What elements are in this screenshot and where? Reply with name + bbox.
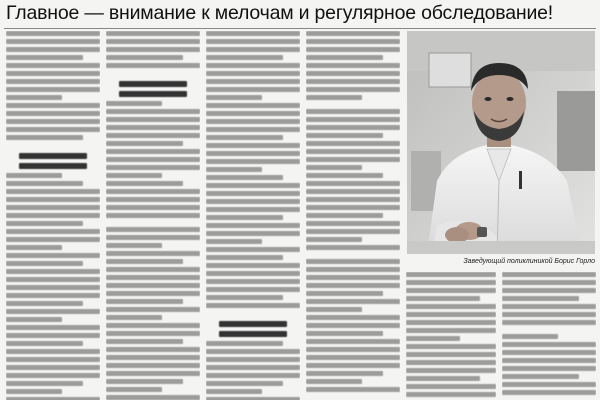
text-line <box>306 31 400 36</box>
text-line <box>106 243 162 248</box>
text-line <box>406 344 496 349</box>
text-line <box>6 269 100 274</box>
text-line <box>206 255 283 260</box>
text-line <box>206 79 300 84</box>
text-line <box>6 301 83 306</box>
text-line <box>306 331 383 336</box>
text-line <box>106 109 200 114</box>
text-column-4 <box>306 31 400 400</box>
photo-caption: Заведующий поликлиникой Борис Горло <box>463 258 595 265</box>
text-line <box>206 279 300 284</box>
text-line <box>106 275 200 280</box>
text-line <box>502 366 596 371</box>
text-line <box>106 267 200 272</box>
text-line <box>106 63 200 68</box>
text-line <box>6 119 100 124</box>
text-line <box>6 317 62 322</box>
text-line <box>6 87 100 92</box>
text-line <box>206 39 300 44</box>
text-line <box>106 205 200 210</box>
text-line <box>6 349 100 354</box>
text-line <box>306 47 400 52</box>
text-line <box>502 350 596 355</box>
text-line <box>306 117 400 122</box>
text-line <box>406 336 460 341</box>
text-line <box>406 328 496 333</box>
text-line <box>6 55 83 60</box>
text-line <box>306 71 400 76</box>
text-line <box>502 280 596 285</box>
text-line <box>106 299 183 304</box>
text-line <box>206 349 300 354</box>
text-line <box>306 259 400 264</box>
text-line <box>106 387 162 392</box>
text-line <box>6 189 100 194</box>
text-line <box>6 229 100 234</box>
text-line <box>6 47 100 52</box>
text-line <box>6 79 100 84</box>
text-line <box>206 63 300 68</box>
text-line <box>502 312 596 317</box>
text-line <box>106 31 200 36</box>
text-line <box>206 247 300 252</box>
text-line <box>6 389 62 394</box>
text-line <box>106 283 200 288</box>
text-line <box>502 334 558 339</box>
text-line <box>6 135 83 140</box>
text-line <box>106 363 200 368</box>
text-line <box>406 392 496 397</box>
text-line <box>406 384 496 389</box>
text-line <box>306 205 400 210</box>
text-line <box>206 389 262 394</box>
text-line <box>206 143 300 148</box>
text-line <box>206 239 262 244</box>
text-line <box>106 197 200 202</box>
text-line <box>306 275 400 280</box>
subheading-line <box>119 81 187 87</box>
text-line <box>206 373 300 378</box>
text-line <box>206 95 262 100</box>
text-line <box>306 229 400 234</box>
text-line <box>406 288 496 293</box>
text-column-5 <box>406 272 496 400</box>
text-column-2 <box>106 31 200 400</box>
text-line <box>502 382 596 387</box>
text-line <box>106 379 183 384</box>
text-line <box>306 79 400 84</box>
text-line <box>206 207 300 212</box>
text-line <box>106 55 183 60</box>
text-line <box>206 167 262 172</box>
text-line <box>306 339 400 344</box>
text-line <box>206 71 300 76</box>
text-line <box>6 111 100 116</box>
text-line <box>6 245 62 250</box>
text-line <box>206 47 300 52</box>
text-line <box>6 31 100 36</box>
text-line <box>106 125 200 130</box>
text-line <box>306 355 400 360</box>
subheading-line <box>19 163 87 169</box>
text-line <box>206 55 283 60</box>
text-line <box>502 296 579 301</box>
text-line <box>502 390 596 395</box>
text-line <box>206 381 283 386</box>
text-line <box>206 303 300 308</box>
text-line <box>106 235 200 240</box>
text-line <box>306 299 400 304</box>
text-line <box>206 215 283 220</box>
text-line <box>406 296 480 301</box>
text-line <box>106 133 200 138</box>
text-line <box>6 63 100 68</box>
text-line <box>6 197 100 202</box>
text-line <box>306 133 383 138</box>
text-line <box>106 227 200 232</box>
text-line <box>6 127 100 132</box>
text-line <box>306 109 400 114</box>
text-line <box>306 291 383 296</box>
text-line <box>306 125 400 130</box>
text-line <box>6 341 83 346</box>
text-line <box>206 271 300 276</box>
text-line <box>206 103 300 108</box>
text-line <box>106 347 200 352</box>
text-line <box>6 277 100 282</box>
text-line <box>502 358 596 363</box>
text-line <box>406 376 480 381</box>
text-line <box>306 283 400 288</box>
text-line <box>206 199 300 204</box>
text-line <box>306 181 400 186</box>
text-line <box>306 141 400 146</box>
text-line <box>306 245 400 250</box>
text-line <box>206 341 283 346</box>
text-line <box>306 347 400 352</box>
text-line <box>306 189 400 194</box>
text-line <box>106 181 183 186</box>
text-line <box>306 307 362 312</box>
text-line <box>306 165 362 170</box>
text-line <box>106 307 200 312</box>
text-line <box>306 95 362 100</box>
text-line <box>306 371 383 376</box>
text-line <box>306 221 400 226</box>
text-line <box>6 293 100 298</box>
text-line <box>6 205 100 210</box>
text-line <box>206 87 300 92</box>
text-line <box>206 159 300 164</box>
text-line <box>406 312 496 317</box>
text-line <box>6 325 100 330</box>
text-line <box>106 117 200 122</box>
subheading-line <box>119 91 187 97</box>
subheading-line <box>19 153 87 159</box>
text-line <box>106 315 162 320</box>
text-line <box>206 151 300 156</box>
text-line <box>6 285 100 290</box>
subheading-line <box>219 331 287 337</box>
text-line <box>306 157 400 162</box>
text-column-6 <box>502 272 596 400</box>
text-column-3 <box>206 31 300 400</box>
subheading-line <box>219 321 287 327</box>
text-line <box>6 181 83 186</box>
text-line <box>306 323 400 328</box>
text-line <box>306 55 383 60</box>
text-line <box>502 272 596 277</box>
text-line <box>6 261 83 266</box>
text-line <box>106 331 200 336</box>
text-line <box>406 320 496 325</box>
article-headline: Главное — внимание к мелочам и регулярное обследование! <box>6 2 553 24</box>
text-line <box>206 31 300 36</box>
text-line <box>206 119 300 124</box>
text-line <box>306 197 400 202</box>
text-line <box>6 357 100 362</box>
text-line <box>106 339 183 344</box>
text-line <box>306 363 400 368</box>
text-line <box>406 368 496 373</box>
text-line <box>106 101 162 106</box>
text-line <box>106 213 200 218</box>
text-line <box>6 103 100 108</box>
text-line <box>106 173 162 178</box>
text-line <box>106 47 200 52</box>
text-line <box>306 63 400 68</box>
text-line <box>206 357 300 362</box>
text-line <box>106 251 200 256</box>
text-line <box>106 165 200 170</box>
text-line <box>306 213 383 218</box>
text-line <box>6 365 100 370</box>
text-line <box>306 149 400 154</box>
text-line <box>306 267 400 272</box>
text-line <box>6 173 62 178</box>
text-line <box>106 259 183 264</box>
text-line <box>502 342 596 347</box>
text-line <box>502 288 596 293</box>
text-line <box>6 309 100 314</box>
text-line <box>106 355 200 360</box>
text-line <box>306 379 362 384</box>
text-line <box>306 39 400 44</box>
text-line <box>502 304 596 309</box>
text-line <box>206 365 300 370</box>
text-column-1 <box>6 31 100 400</box>
text-line <box>206 111 300 116</box>
text-line <box>406 280 496 285</box>
text-line <box>306 87 400 92</box>
text-line <box>6 95 62 100</box>
text-line <box>206 231 300 236</box>
text-line <box>106 149 200 154</box>
text-line <box>6 253 100 258</box>
text-line <box>406 352 496 357</box>
text-line <box>6 213 100 218</box>
text-line <box>306 237 362 242</box>
text-line <box>6 373 100 378</box>
text-line <box>206 127 300 132</box>
text-line <box>206 183 300 188</box>
text-line <box>106 189 200 194</box>
text-line <box>206 175 283 180</box>
text-line <box>502 374 579 379</box>
text-line <box>406 304 496 309</box>
text-line <box>206 191 300 196</box>
portrait-illustration <box>407 31 595 254</box>
text-line <box>306 387 400 392</box>
text-line <box>6 39 100 44</box>
text-line <box>206 287 300 292</box>
text-line <box>306 315 400 320</box>
text-line <box>106 291 200 296</box>
text-line <box>6 71 100 76</box>
text-line <box>106 157 200 162</box>
text-line <box>106 371 200 376</box>
text-line <box>502 320 596 325</box>
text-line <box>106 141 183 146</box>
headline-rule <box>4 28 596 29</box>
text-line <box>6 381 83 386</box>
text-line <box>206 295 283 300</box>
text-line <box>206 135 283 140</box>
text-line <box>406 272 496 277</box>
text-line <box>206 263 300 268</box>
text-line <box>106 39 200 44</box>
text-line <box>106 323 200 328</box>
text-line <box>6 221 83 226</box>
text-line <box>6 237 100 242</box>
text-line <box>406 360 496 365</box>
text-line <box>306 173 383 178</box>
text-line <box>106 395 200 400</box>
text-line <box>6 333 100 338</box>
portrait-photo <box>407 31 595 254</box>
text-line <box>206 223 300 228</box>
